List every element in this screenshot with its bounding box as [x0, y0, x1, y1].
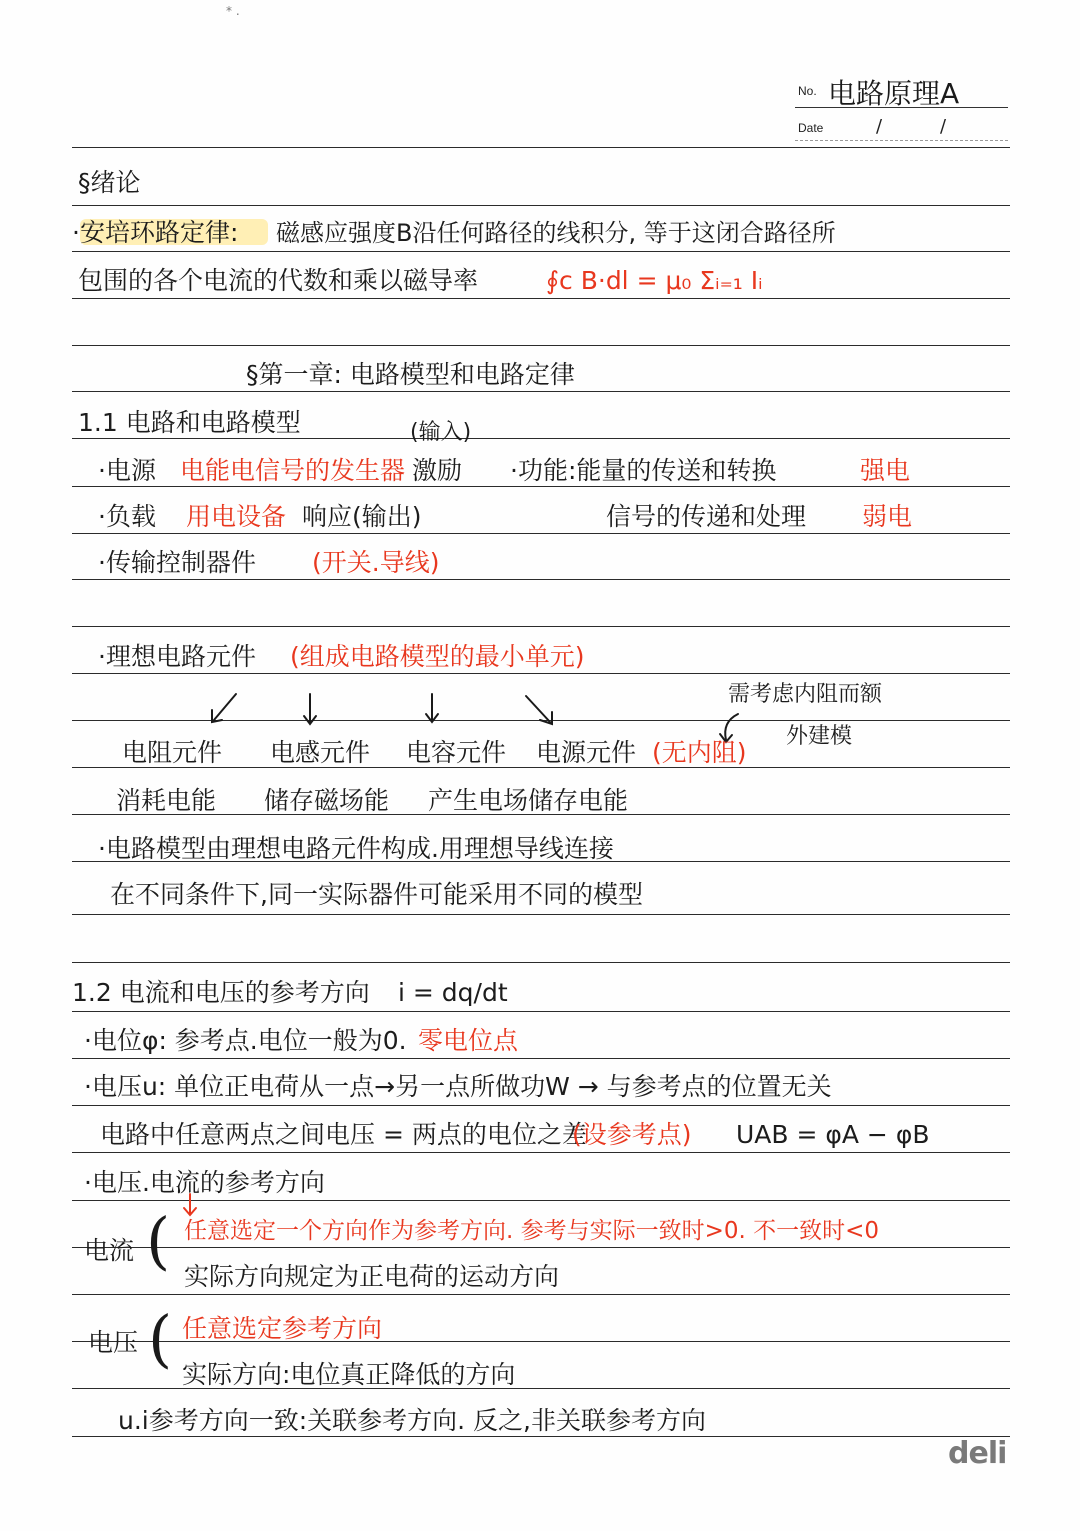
rule-line — [72, 962, 1010, 963]
ideal-note-line2: 外建模 — [786, 724, 853, 749]
date-slash-1: / — [876, 116, 883, 137]
voltage-line2-red: (设参考点) — [572, 1120, 692, 1149]
ideal-red: (组成电路模型的最小单元) — [290, 642, 585, 671]
section-1-2-heading: 1.2 电流和电压的参考方向 — [72, 978, 370, 1007]
ampere-line1: 磁感应强度B沿任何路径的线积分, 等于这闭合路径所 — [276, 219, 836, 247]
chapter-heading: §第一章: 电路模型和电路定律 — [246, 360, 575, 389]
element-desc-2: 储存磁场能 — [264, 786, 390, 815]
current-brace: ( — [146, 1204, 171, 1277]
header-title: 电路原理A — [828, 77, 960, 110]
ampere-formula: ∮c B·dl = μ₀ Σᵢ₌₁ Iᵢ — [546, 266, 763, 295]
ideal-label: ·理想电路元件 — [98, 642, 256, 671]
rule-line — [72, 391, 1010, 392]
model-line2: 在不同条件下,同一实际器件可能采用不同的模型 — [110, 880, 643, 909]
rule-line — [72, 345, 1010, 346]
voltage-dir-label: 电压 — [88, 1328, 139, 1357]
function-red: 强电 — [860, 456, 911, 485]
load-label: ·负载 — [98, 502, 156, 531]
rule-line — [72, 1294, 1010, 1295]
brand-logo: deli — [948, 1436, 1007, 1471]
header-date-line — [795, 140, 1008, 141]
input-note: (输入) — [410, 420, 472, 445]
ampere-term: ·安培环路定律: — [72, 218, 239, 247]
middle-label: ·传输控制器件 — [98, 548, 256, 577]
rule-line — [72, 205, 1010, 206]
function-label: ·功能:能量的传送和转换 — [510, 456, 777, 485]
element-desc-1: 消耗电能 — [116, 786, 217, 815]
rule-line — [72, 579, 1010, 580]
element-name-4: 电源元件 — [536, 738, 637, 767]
assoc-line: u.i参考方向一致:关联参考方向. 反之,非关联参考方向 — [118, 1406, 707, 1435]
model-line1: ·电路模型由理想电路元件构成.用理想导线连接 — [98, 834, 614, 863]
rule-line — [72, 1152, 1010, 1153]
section-1-1-heading: 1.1 电路和电路模型 — [78, 408, 301, 437]
potential-red: 零电位点 — [418, 1026, 519, 1055]
load-tail: 响应(输出) — [302, 502, 422, 531]
header-date-label: Date — [798, 121, 824, 135]
element-name-3: 电容元件 — [406, 738, 507, 767]
middle-red: (开关.导线) — [312, 548, 440, 577]
ref-heading: ·电压.电流的参考方向 — [84, 1168, 325, 1197]
header-no-label: No. — [798, 84, 817, 98]
header-title-line — [795, 107, 1008, 108]
element-name-2: 电感元件 — [270, 738, 371, 767]
current-formula: i = dq/dt — [398, 978, 508, 1007]
rule-line — [72, 1247, 1010, 1248]
top-mark: * . — [226, 4, 240, 18]
signal-label: 信号的传递和处理 — [606, 502, 807, 531]
rule-line — [72, 147, 1010, 148]
rule-line — [72, 626, 1010, 627]
voltage-dir-line2: 实际方向:电位真正降低的方向 — [182, 1360, 516, 1389]
voltage-brace: ( — [148, 1302, 173, 1375]
rule-line — [72, 486, 1010, 487]
current-line2: 实际方向规定为正电荷的运动方向 — [184, 1262, 560, 1291]
rule-line — [72, 1200, 1010, 1201]
current-label: 电流 — [84, 1236, 135, 1265]
element-name-1: 电阻元件 — [122, 738, 223, 767]
rule-line — [72, 1105, 1010, 1106]
branch-arrows — [200, 690, 570, 730]
rule-line — [72, 251, 1010, 252]
rule-line — [72, 438, 1010, 439]
voltage-label: ·电压u: 单位正电荷从一点→另一点所做功W → 与参考点的位置无关 — [84, 1072, 832, 1101]
arrow-4 — [526, 696, 550, 722]
signal-red: 弱电 — [862, 502, 913, 531]
source-element-red: (无内阻) — [652, 738, 747, 767]
voltage-line2: 电路中任意两点之间电压 = 两点的电位之差 — [100, 1120, 587, 1149]
rule-line — [72, 673, 1010, 674]
source-label: ·电源 — [98, 456, 156, 485]
date-slash-2: / — [940, 116, 947, 137]
ampere-line2: 包围的各个电流的代数和乘以磁导率 — [78, 266, 479, 295]
arrow-1 — [214, 694, 236, 720]
rule-line — [72, 298, 1010, 299]
source-tail: 激励 — [412, 456, 463, 485]
voltage-formula: UAB = φA − φB — [736, 1120, 930, 1149]
ideal-note-line1: 需考虑内阻而额 — [728, 682, 883, 707]
current-red: 任意选定一个方向作为参考方向. 参考与实际一致时>0. 不一致时<0 — [184, 1218, 880, 1244]
rule-line — [72, 914, 1010, 915]
rule-line — [72, 1436, 1010, 1437]
rule-line — [72, 1011, 1010, 1012]
element-desc-3: 产生电场储存电能 — [428, 786, 629, 815]
source-red: 电能电信号的发生器 — [180, 456, 406, 485]
potential-label: ·电位φ: 参考点.电位一般为0. — [84, 1026, 407, 1055]
intro-heading: §绪论 — [78, 168, 141, 197]
rule-line — [72, 533, 1010, 534]
voltage-dir-red: 任意选定参考方向 — [182, 1314, 383, 1343]
ref-arrow — [178, 1192, 202, 1218]
load-red: 用电设备 — [186, 502, 287, 531]
rule-line — [72, 1058, 1010, 1059]
